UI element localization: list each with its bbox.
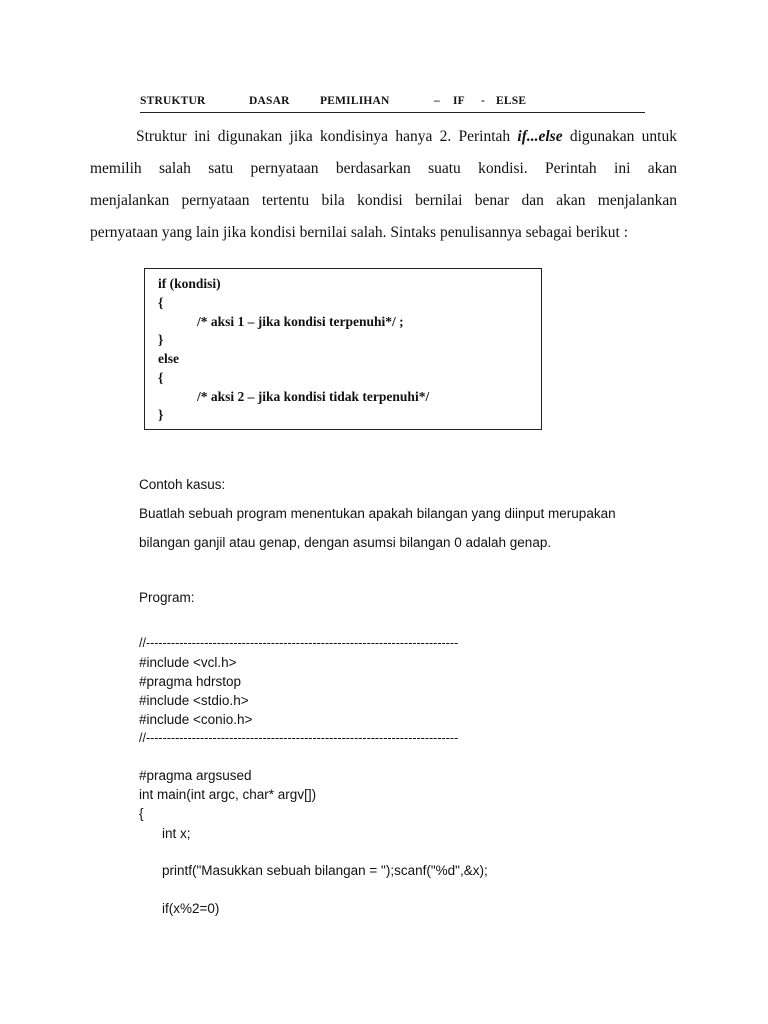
heading-word: – <box>434 95 440 107</box>
code-line: #pragma argsused <box>139 768 252 783</box>
syntax-line: if (kondisi) <box>158 276 221 291</box>
keyword-if-else: if...else <box>517 128 563 145</box>
syntax-line: { <box>158 295 164 310</box>
syntax-line: { <box>158 370 164 385</box>
section-heading <box>140 94 645 113</box>
code-line: #include <stdio.h> <box>139 693 249 708</box>
code-line: #pragma hdrstop <box>139 674 242 689</box>
heading-word: STRUKTUR <box>140 95 206 107</box>
paragraph-line: memilih salah satu pernyataan berdasarkan suatu kondisi. Perintah ini akan <box>90 160 677 177</box>
code-line: int main(int argc, char* argv[]) <box>139 787 317 802</box>
heading-word: ELSE <box>496 95 527 107</box>
code-line: #include <vcl.h> <box>139 655 237 670</box>
paragraph-line: menjalankan pernyataan tertentu bila kondisi bernilai benar dan akan menjalankan <box>90 192 677 209</box>
syntax-line: } <box>158 332 164 347</box>
code-line: printf("Masukkan sebuah bilangan = ");scanf("%d",&x); <box>162 863 488 878</box>
code-line: int x; <box>162 826 191 841</box>
heading-word: - <box>481 95 486 107</box>
code-line: //--------------------------------------------------------------------------- <box>139 731 459 745</box>
heading-word: PEMILIHAN <box>320 95 390 107</box>
heading-word: IF <box>453 95 465 107</box>
example-text-line: bilangan ganjil atau genap, dengan asumsi bilangan 0 adalah genap. <box>139 535 552 550</box>
heading-word: DASAR <box>249 95 290 107</box>
paragraph-line: Struktur ini digunakan jika kondisinya hanya 2. Perintah if...else digunakan untuk <box>136 128 677 145</box>
example-label: Contoh kasus: <box>139 477 226 492</box>
code-line: { <box>139 806 144 821</box>
syntax-box <box>144 268 542 430</box>
syntax-line: /* aksi 2 – jika kondisi tidak terpenuhi*/ <box>197 389 430 404</box>
example-text-line: Buatlah sebuah program menentukan apakah bilangan yang diinput merupakan <box>139 506 616 521</box>
paragraph-line: pernyataan yang lain jika kondisi bernilai salah. Sintaks penulisannya sebagai berikut : <box>90 224 629 241</box>
code-line: #include <conio.h> <box>139 712 253 727</box>
syntax-line: } <box>158 407 164 422</box>
code-line: //--------------------------------------------------------------------------- <box>139 636 459 650</box>
syntax-line: /* aksi 1 – jika kondisi terpenuhi*/ ; <box>197 314 404 329</box>
syntax-line: else <box>158 351 179 366</box>
program-label: Program: <box>139 590 195 605</box>
code-line: if(x%2=0) <box>162 901 220 916</box>
